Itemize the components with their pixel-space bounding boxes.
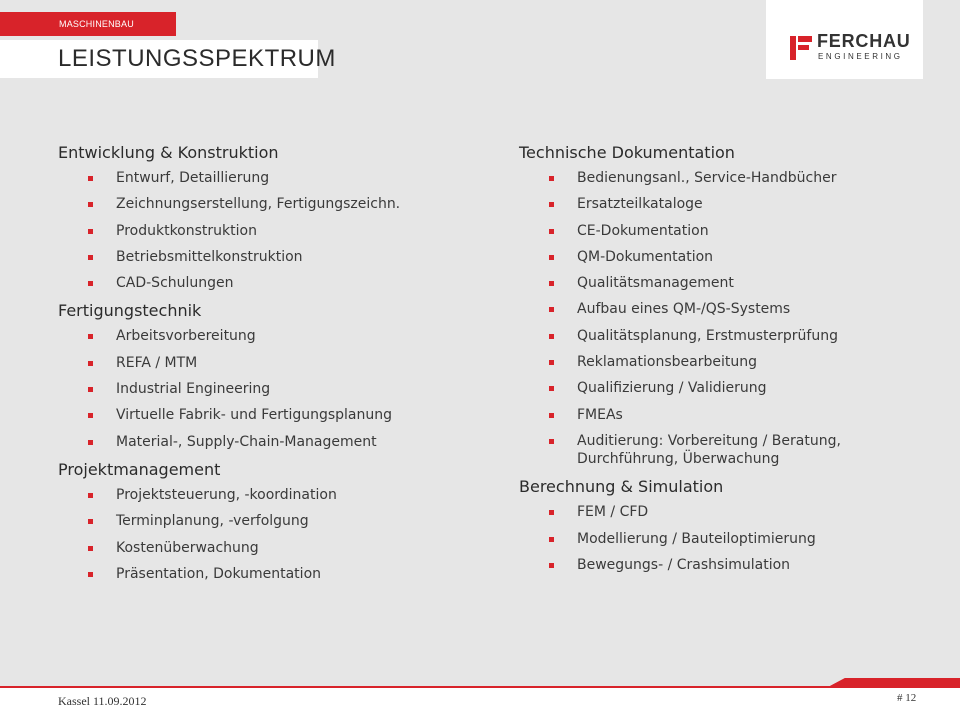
list-item: Projektsteuerung, -koordination bbox=[58, 486, 478, 504]
list-item: Qualitätsplanung, Erstmusterprüfung bbox=[519, 327, 939, 345]
list-item: Auditierung: Vorbereitung / Beratung, bbox=[519, 432, 939, 450]
list-item-continuation: Durchführung, Überwachung bbox=[577, 450, 780, 467]
footer-location-date: Kassel 11.09.2012 bbox=[58, 694, 147, 708]
list-item: Betriebsmittelkonstruktion bbox=[58, 248, 478, 266]
list-item: Industrial Engineering bbox=[58, 380, 478, 398]
bullet-icon bbox=[88, 281, 93, 286]
bullet-icon bbox=[549, 386, 554, 391]
bullet-icon bbox=[88, 176, 93, 181]
section-heading: Entwicklung & Konstruktion bbox=[58, 143, 279, 162]
list-item: Bedienungsanl., Service-Handbücher bbox=[519, 169, 939, 187]
bullet-list bbox=[58, 327, 478, 450]
bullet-icon bbox=[88, 334, 93, 339]
logo-sub: ENGINEERING bbox=[818, 52, 903, 61]
list-item: Qualitätsmanagement bbox=[519, 274, 939, 292]
section-heading: Projektmanagement bbox=[58, 459, 221, 479]
right-column bbox=[519, 142, 939, 582]
page-title: LEISTUNGSSPEKTRUM bbox=[58, 45, 336, 72]
title-box bbox=[0, 40, 336, 78]
bullet-icon bbox=[88, 519, 93, 524]
bullet-icon bbox=[549, 176, 554, 181]
list-item: Entwurf, Detaillierung bbox=[58, 169, 478, 187]
list-item: Produktkonstruktion bbox=[58, 222, 478, 240]
list-item: Terminplanung, -verfolgung bbox=[58, 512, 478, 530]
bullet-list bbox=[58, 169, 478, 292]
left-column bbox=[58, 142, 478, 591]
bullet-icon bbox=[88, 255, 93, 260]
bullet-list bbox=[519, 503, 939, 574]
section-heading: Technische Dokumentation bbox=[519, 143, 735, 162]
bullet-icon bbox=[549, 202, 554, 207]
bullet-icon bbox=[88, 229, 93, 234]
list-item: Zeichnungserstellung, Fertigungszeichn. bbox=[58, 195, 478, 213]
bullet-icon bbox=[549, 563, 554, 568]
list-item: Bewegungs- / Crashsimulation bbox=[519, 556, 939, 574]
list-item: REFA / MTM bbox=[58, 354, 478, 372]
list-item: Präsentation, Dokumentation bbox=[58, 565, 478, 583]
bullet-list bbox=[519, 169, 939, 468]
list-item: QM-Dokumentation bbox=[519, 248, 939, 266]
section-heading: Berechnung & Simulation bbox=[519, 477, 724, 497]
page-number: # 12 bbox=[897, 692, 917, 704]
list-item: Aufbau eines QM-/QS-Systems bbox=[519, 300, 939, 318]
logo-name: FERCHAU bbox=[817, 31, 911, 51]
bullet-icon bbox=[549, 307, 554, 312]
bullet-icon bbox=[88, 546, 93, 551]
list-item: Ersatzteilkataloge bbox=[519, 195, 939, 213]
bullet-icon bbox=[88, 361, 93, 366]
list-item: FEM / CFD bbox=[519, 503, 939, 521]
list-item: Qualifizierung / Validierung bbox=[519, 379, 939, 397]
bullet-icon bbox=[549, 439, 554, 444]
section-heading: Fertigungstechnik bbox=[58, 301, 202, 321]
list-item: Reklamationsbearbeitung bbox=[519, 353, 939, 371]
list-item: Kostenüberwachung bbox=[58, 539, 478, 557]
bullet-icon bbox=[549, 281, 554, 286]
ferchau-logo bbox=[766, 0, 923, 79]
list-item: Arbeitsvorbereitung bbox=[58, 327, 478, 345]
bullet-icon bbox=[549, 229, 554, 234]
bullet-icon bbox=[549, 537, 554, 542]
ferchau-logo-mark-icon bbox=[790, 36, 812, 60]
bullet-icon bbox=[88, 387, 93, 392]
list-item: CAD-Schulungen bbox=[58, 274, 478, 292]
bullet-list bbox=[58, 486, 478, 583]
bullet-icon bbox=[549, 334, 554, 339]
category-tag: MASCHINENBAU bbox=[0, 12, 176, 36]
list-item: Modellierung / Bauteiloptimierung bbox=[519, 530, 939, 548]
bullet-icon bbox=[88, 413, 93, 418]
bullet-icon bbox=[549, 255, 554, 260]
bullet-icon bbox=[549, 413, 554, 418]
bullet-icon bbox=[549, 510, 554, 515]
list-item: Virtuelle Fabrik- und Fertigungsplanung bbox=[58, 406, 478, 424]
bullet-icon bbox=[549, 360, 554, 365]
list-item: FMEAs bbox=[519, 406, 939, 424]
bullet-icon bbox=[88, 493, 93, 498]
bullet-icon bbox=[88, 572, 93, 577]
list-item: Material-, Supply-Chain-Management bbox=[58, 433, 478, 451]
bullet-icon bbox=[88, 202, 93, 207]
list-item: CE-Dokumentation bbox=[519, 222, 939, 240]
bullet-icon bbox=[88, 440, 93, 445]
